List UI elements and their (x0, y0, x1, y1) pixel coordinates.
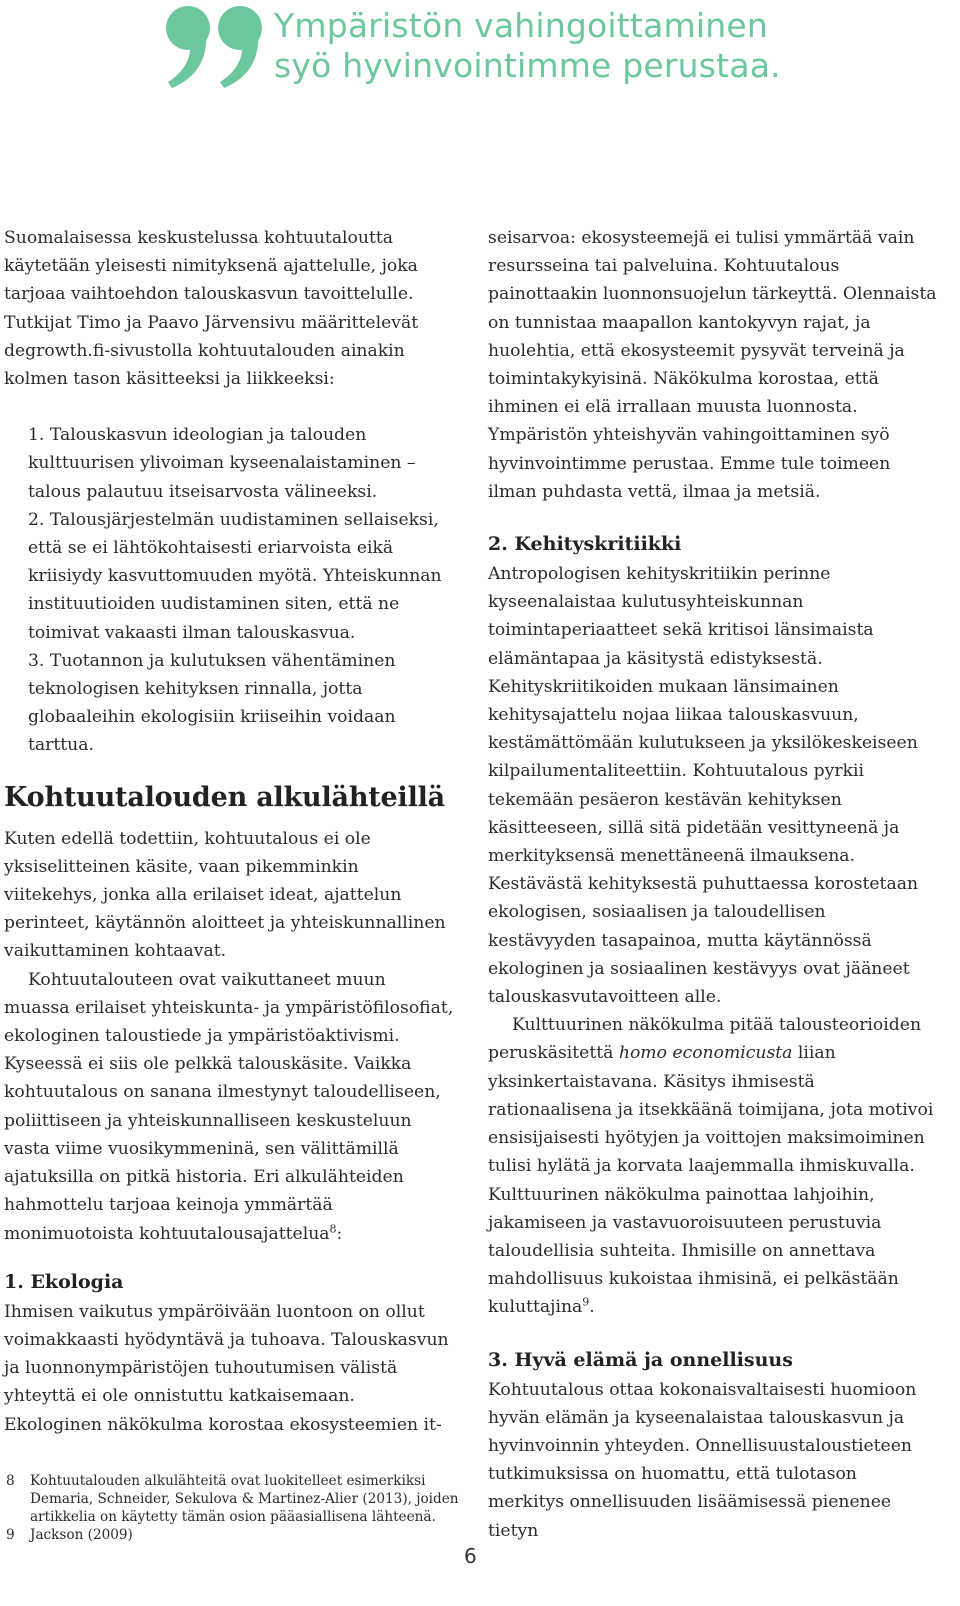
section-heading: Kohtuutalouden alkulähteillä (4, 781, 445, 813)
intro-paragraph: Suomalaisessa keskustelussa kohtuutaloutta käytetään yleisesti nimityksenä ajattelulle, joka tarjoaa vaihtoehdon talouskasvun tavoittelulle. Tutkijat Timo ja Paavo Järvensivu määrittelevät degrowth.fi-sivustolla kohtuutalouden ainakin kolmen tason käsitteeksi ja liikkeeksi: (4, 228, 419, 390)
quotation-mark-icon (162, 2, 267, 88)
body-paragraph: Kulttuurinen näkökulma pitää talousteorioiden peruskäsitettä homo economicusta liian yksinkertaistavana. Käsitys ihmisestä rationaalisena ja itsekkäänä toimijana, jota motivoi ensisijaisesti hyötyjen ja voittojen maksimoiminen tulisi hylätä ja korvata laajemmalla ihmiskuvalla. Kulttuurinen näkökulma painottaa lahjoihin, jakamiseen ja vastavuoroisuuteen perustuvia taloudellisia suhteita. Ihmisille on annettava mahdollisuus kukoistaa ihmisinä, ei pelkästään kuluttajina$^9$. (488, 1015, 934, 1318)
body-paragraph: seisarvoa: ekosysteemejä ei tulisi ymmärtää vain resursseina tai palveluina. Kohtuutalous painottaakin luonnonsuojelun tärkeyttä. Olennaista on tunnistaa maapallon kantokyvyn rajat, ja huolehtia, että ekosysteemit pysyvät terveinä ja toimintakykyisinä. Näkökulma korostaa, että ihminen ei elä irrallaan muusta luonnosta. Ympäristön yhteishyvän vahingoittaminen syö hyvinvointimme perustaa. Emme tule toimeen ilman puhdasta vettä, ilmaa ja metsiä. (488, 228, 937, 502)
footnote: 8 Kohtuutalouden alkulähteitä ovat luokitelleet esimerkiksi Demaria, Schneider, Sekulova & Martinez-Alier (2013), joiden artikkelia on käytetty tämän osion pääasiallisena lähteenä. (6, 1473, 459, 1525)
definition-list (28, 421, 456, 759)
list-item: 1. Talouskasvun ideologian ja talouden kulttuurisen ylivoiman kyseenalaistaminen – talous palautuu itseisarvosta välineeksi. (28, 425, 416, 502)
pull-quote-line-1: Ympäristön vahingoittaminen (274, 6, 768, 45)
list-item: 3. Tuotannon ja kulutuksen vähentäminen teknologisen kehityksen rinnalla, jotta globaaleihin ekologisiin kriiseihin voidaan tarttua. (28, 650, 396, 756)
footnote: 9 Jackson (2009) (6, 1527, 133, 1543)
left-column (4, 224, 456, 1439)
body-paragraph: Ihmisen vaikutus ympäröivään luontoon on ollut voimakkaasti hyödyntävä ja tuhoava. Talouskasvun ja luonnonympäristöjen tuhoutumisen välistä yhteyttä ei ole onnistuttu katkaisemaan. Ekologinen näkökulma korostaa ekosysteemien it- (4, 1301, 449, 1435)
pull-quote-line-2: syö hyvinvointimme perustaa. (274, 46, 781, 85)
page-number: 6 (464, 1544, 477, 1568)
list-item: 2. Talousjärjestelmän uudistaminen sellaiseksi, että se ei lähtökohtaisesti eriarvoista eikä kriisiydy kasvuttomuuden myötä. Yhteiskunnan instituutioiden uudistaminen siten, että ne toimivat vakaasti ilman talouskasvua. (28, 509, 442, 643)
footnote-ref: 9 (582, 1295, 590, 1309)
body-paragraph: Kohtuutalous ottaa kokonaisvaltaisesti huomioon hyvän elämän ja kyseenalaistaa talouskasvun ja hyvinvoinnin yhteyden. Onnellisuustaloustieteen tutkimuksissa on huomattu, että tulotason merkitys onnellisuuden lisäämisessä pienenee tietyn (488, 1379, 917, 1541)
footnote-ref: 8 (329, 1221, 337, 1235)
right-column (488, 224, 938, 1545)
body-paragraph: Kohtuutalouteen ovat vaikuttaneet muun muassa erilaiset yhteiskunta- ja ympäristöfilosofiat, ekologinen taloustiede ja ympäristöaktivismi. Kyseessä ei siis ole pelkkä talouskäsite. Vaikka kohtuutalous on sanana ilmestynyt taloudelliseen, poliittiseen ja yhteiskunnalliseen keskusteluun vasta viime vuosikymmeninä, sen välittämillä ajatuksilla on pitkä historia. Eri alkulähteiden hahmottelu tarjoaa keinoja ymmärtää monimuotoista kohtuutalousajattelua$^8$: (4, 969, 454, 1244)
subheading-development-critique: 2. Kehityskritiikki (488, 533, 682, 556)
subheading-good-life: 3. Hyvä elämä ja onnellisuus (488, 1348, 793, 1371)
footnotes (6, 1472, 466, 1544)
pull-quote (274, 6, 894, 86)
body-paragraph: Antropologisen kehityskritiikin perinne kyseenalaistaa kulutusyhteiskunnan toimintaperiaatteet sekä kritisoi länsimaista elämäntapaa ja käsitystä edistyksestä. Kehityskriitikoiden mukaan länsimainen kehitysajattelu nojaa liikaa talouskasvuun, kestämättömään kulutukseen ja yksilökeskeiseen kilpailumentaliteettiin. Kohtuutalous pyrkii tekemään pesäeron kestävän kehityksen käsitteeseen, sillä sitä pidetään vesittyneenä ja merkityksensä menettäneenä ilmauksena. Kestävästä kehityksestä puhuttaessa korostetaan ekologisen, sosiaalisen ja taloudellisen kestävyyden tasapainoa, mutta käytännössä ekologinen ja sosiaalinen kestävyys ovat jääneet talouskasvutavoitteen alle. (488, 564, 919, 1008)
subheading-ecology: 1. Ekologia (4, 1270, 124, 1293)
body-paragraph: Kuten edellä todettiin, kohtuutalous ei ole yksiselitteinen käsite, vaan pikemminkin viitekehys, jonka alla erilaiset ideat, ajattelun perinteet, käytännön aloitteet ja yhteiskunnallinen vaikuttaminen kohtaavat. (4, 828, 446, 962)
